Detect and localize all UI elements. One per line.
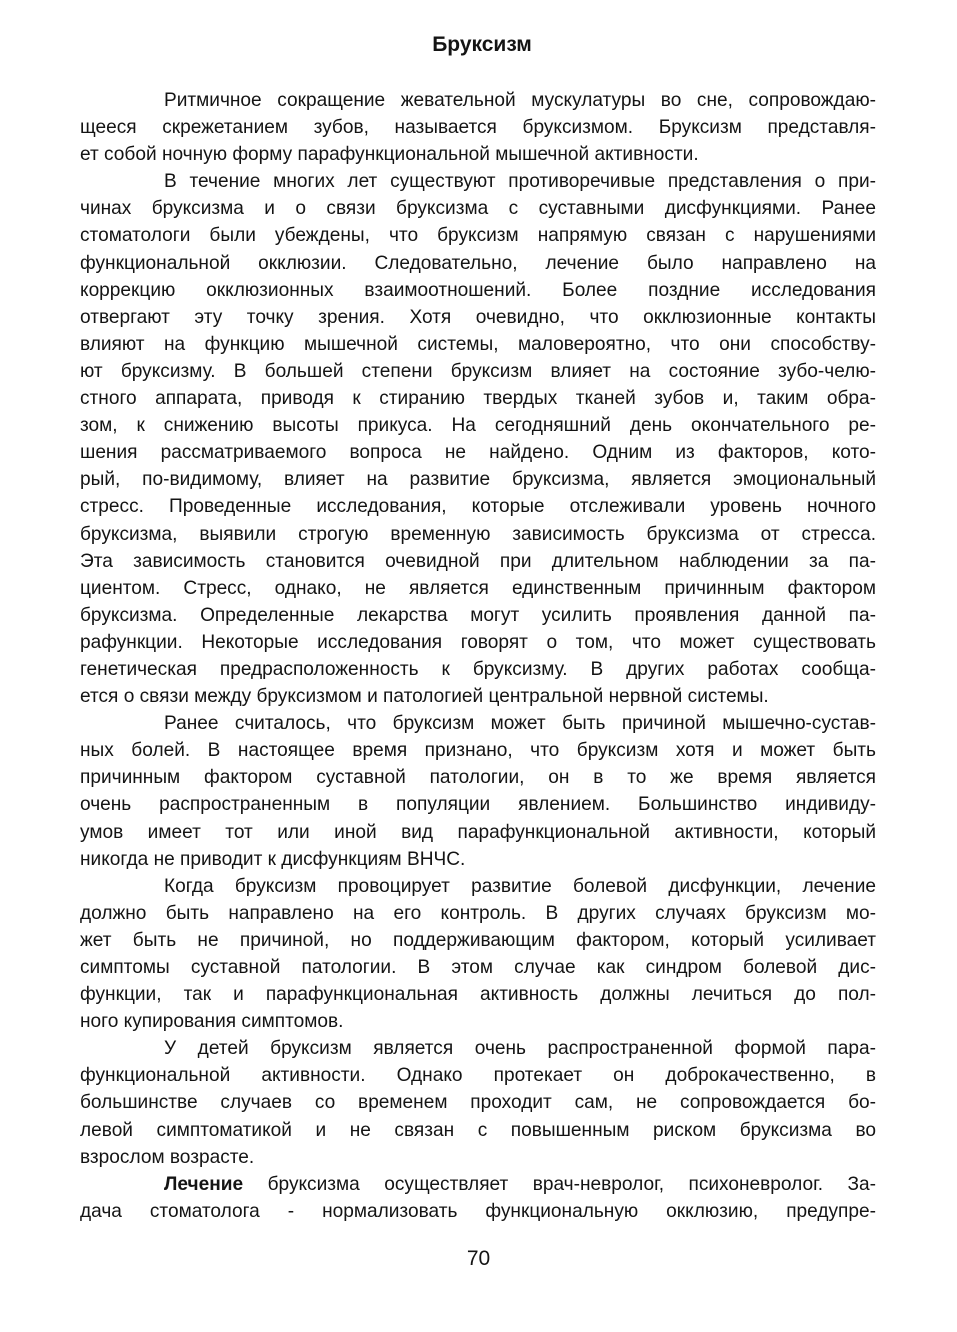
text-line: жет быть не причиной, но поддерживающим фактором, который усиливает bbox=[80, 929, 876, 951]
text-line: взрослом возрасте. bbox=[80, 1146, 255, 1168]
text-line: Ритмичное сокращение жевательной мускулатуры во сне, сопровождаю- bbox=[164, 90, 876, 111]
text-line: рафункции. Некоторые исследования говорят о том, что может существовать bbox=[80, 631, 876, 653]
text-line: функциональной окклюзии. Следовательно, лечение было направлено на bbox=[80, 252, 876, 274]
text-line: циентом. Стресс, однако, не является единственным причинным фактором bbox=[80, 577, 876, 599]
text-line: В течение многих лет существуют противоречивые представления о при- bbox=[164, 171, 876, 193]
text-line: ного купирования симптомов. bbox=[80, 1011, 344, 1033]
text-line: должно быть направлено на его контроль. В других случаях бруксизм мо- bbox=[80, 902, 876, 924]
text-line: У детей бруксизм является очень распространенной формой пара- bbox=[164, 1038, 876, 1060]
text-line: коррекцию окклюзионных взаимоотношений. Более поздние исследования bbox=[80, 279, 876, 301]
paragraph-3 bbox=[80, 710, 876, 873]
text-line: чинах бруксизма и о связи бруксизма с суставными дисфункциями. Ранее bbox=[80, 198, 876, 220]
paragraph-5 bbox=[80, 1035, 876, 1170]
text-line: дача стоматолога - нормализовать функциональную окклюзию, предупре- bbox=[80, 1200, 876, 1222]
text-line: влияют на функцию мышечной системы, маловероятно, что они способству- bbox=[80, 333, 876, 355]
paragraph-4 bbox=[80, 873, 876, 1036]
text-line: Когда бруксизм провоцирует развитие болевой дисфункции, лечение bbox=[164, 875, 876, 897]
text-line: стного аппарата, приводя к стиранию твердых тканей зубов и, таким обра- bbox=[80, 388, 876, 410]
text-line: стресс. Проведенные исследования, которые отслеживали уровень ночного bbox=[80, 496, 876, 518]
text-line: отвергают эту точку зрения. Хотя очевидно, что окклюзионные контакты bbox=[80, 306, 876, 328]
text-line: причинным фактором суставной патологии, он в то же время является bbox=[80, 767, 876, 789]
text-line: ных болей. В настоящее время признано, что бруксизм хотя и может быть bbox=[80, 740, 876, 762]
text-line bbox=[80, 1171, 876, 1198]
text-line: левой симптоматикой и не связан с повышенным риском бруксизма во bbox=[80, 1119, 876, 1141]
text-line: умов имеет тот или иной вид парафункциональной активности, который bbox=[80, 821, 876, 843]
document-page bbox=[80, 30, 876, 1225]
lead-term: Лечение bbox=[164, 1173, 244, 1195]
text-line: шения рассматриваемого вопроса не найдено. Одним из факторов, кото- bbox=[80, 442, 876, 464]
text-line: бруксизма, выявили строгую временную зависимость бруксизма от стресса. bbox=[80, 523, 876, 545]
text-line: функции, так и парафункциональная активность должны лечиться до пол- bbox=[80, 984, 876, 1006]
page-title: Бруксизм bbox=[432, 33, 532, 56]
text-line: ют бруксизму. В большей степени бруксизм влияет на состояние зубо-челю- bbox=[80, 360, 876, 382]
text-line: ется о связи между бруксизмом и патологией центральной нервной системы. bbox=[80, 686, 769, 708]
text-line: функциональной активности. Однако протекает он доброкачественно, в bbox=[80, 1065, 876, 1087]
text-line: бруксизма. Определенные лекарства могут усилить проявления данной па- bbox=[80, 604, 876, 626]
text-line: стоматологи были убеждены, что бруксизм напрямую связан с нарушениями bbox=[80, 225, 876, 247]
paragraph-6 bbox=[80, 1171, 876, 1225]
text-line: щееся скрежетанием зубов, называется бруксизмом. Бруксизм представля- bbox=[80, 117, 876, 139]
text-line: симптомы суставной патологии. В этом случае как синдром болевой дис- bbox=[80, 957, 876, 978]
text-line: большинстве случаев со временем проходит сам, не сопровождается бо- bbox=[80, 1092, 876, 1114]
text-line: генетическая предрасположенность к бруксизму. В других работах сообща- bbox=[80, 658, 876, 680]
text-line: очень распространенным в популяции явлением. Большинство индивиду- bbox=[80, 794, 876, 816]
page-number: 70 bbox=[466, 1247, 491, 1270]
paragraph-2 bbox=[80, 168, 876, 710]
paragraph-1 bbox=[80, 87, 876, 168]
text-line: рый, по-видимому, влияет на развитие бруксизма, является эмоциональный bbox=[80, 469, 876, 491]
text-line: Ранее считалось, что бруксизм может быть причиной мышечно-сустав- bbox=[164, 713, 876, 735]
text-line: зом, к снижению высоты прикуса. На сегодняшний день окончательного ре- bbox=[80, 415, 876, 437]
text-line: никогда не приводит к дисфункциям ВНЧС. bbox=[80, 848, 466, 870]
text-line: ет собой ночную форму парафункциональной мышечной активности. bbox=[80, 144, 699, 166]
text-line: Эта зависимость становится очевидной при длительном наблюдении за па- bbox=[80, 550, 876, 572]
text-fragment: бруксизма осуществляет врач-невролог, психоневролог. За- bbox=[243, 1173, 876, 1195]
